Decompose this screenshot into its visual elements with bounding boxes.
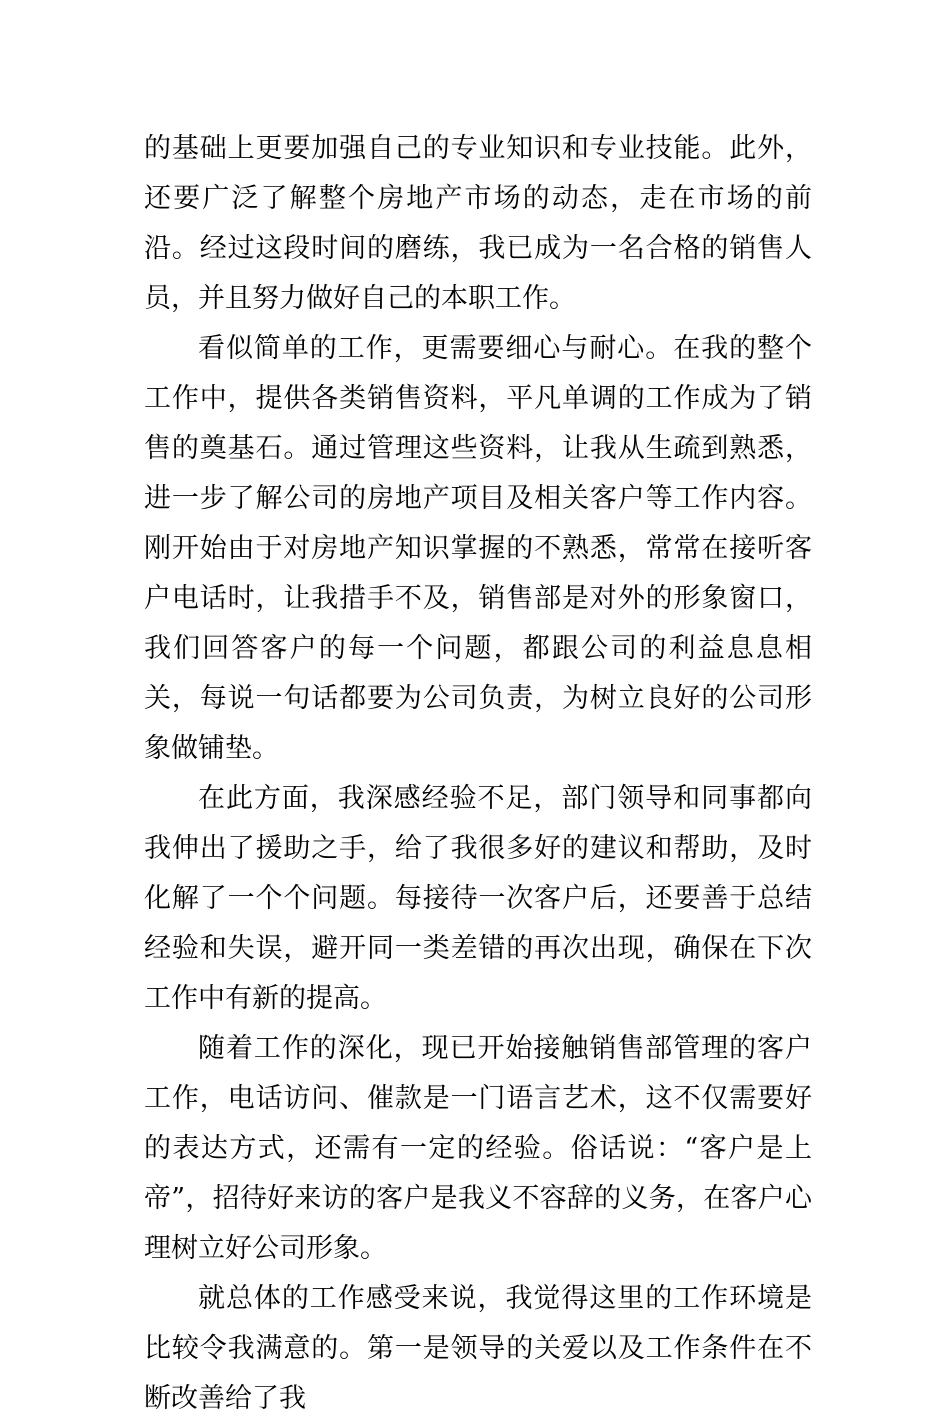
paragraph-1: 的基础上更要加强自己的专业知识和专业技能。此外，还要广泛了解整个房地产市场的动态，走在市场的前沿。经过这段时间的磨练，我已成为一名合格的销售人员，并且努力做好自己的本职工作。 xyxy=(144,133,812,314)
paragraph-5: 就总体的工作感受来说，我觉得这里的工作环境是比较令我满意的。第一是领导的关爱以及工作条件在不断改善给了我 xyxy=(144,1283,812,1414)
paragraph-4: 随着工作的深化，现已开始接触销售部管理的客户工作，电话访问、催款是一门语言艺术，这不仅需要好的表达方式，还需有一定的经验。俗话说：“客户是上帝”，招待好来访的客户是我义不容辞的义务，在客户心理树立好公司形象。 xyxy=(144,1033,812,1264)
paragraph-3: 在此方面，我深感经验不足，部门领导和同事都向我伸出了援助之手，给了我很多好的建议和帮助，及时化解了一个个问题。每接待一次客户后，还要善于总结经验和失误，避开同一类差错的再次出现，确保在下次工作中有新的提高。 xyxy=(144,783,812,1014)
paragraph-2: 看似简单的工作，更需要细心与耐心。在我的整个工作中，提供各类销售资料，平凡单调的工作成为了销售的奠基石。通过管理这些资料，让我从生疏到熟悉，进一步了解公司的房地产项目及相关客户等工作内容。刚开始由于对房地产知识掌握的不熟悉，常常在接听客户电话时，让我措手不及，销售部是对外的形象窗口，我们回答客户的每一个问题，都跟公司的利益息息相关，每说一句话都要为公司负责，为树立良好的公司形象做铺垫。 xyxy=(144,333,812,764)
document-page xyxy=(144,124,812,1424)
